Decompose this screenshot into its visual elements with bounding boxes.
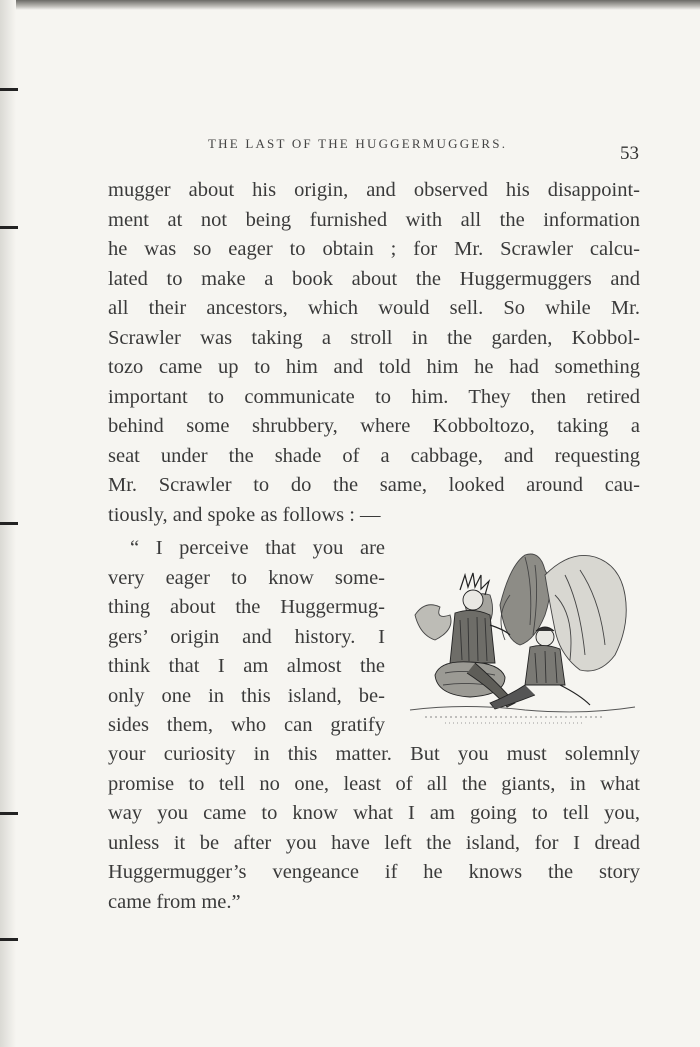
text-line: important to communicate to him. They then retired [108,385,640,408]
text-line: promise to tell no one, least of all the giants, in what [108,772,640,795]
text-line: sides them, who can gratify [108,714,385,736]
engraving-illustration [405,545,640,730]
text-line: seat under the shade of a cabbage, and requesting [108,444,640,467]
text-line: very eager to know some- [108,566,385,589]
text-line: tiously, and spoke as follows : — [108,503,381,526]
text-line: only one in this island, be- [108,684,385,707]
text-line: he was so eager to obtain ; for Mr. Scrawler calcu- [108,238,640,260]
text-line: Huggermugger’s vengeance if he knows the story [108,861,640,883]
text-line: gers’ origin and history. I [108,625,385,648]
text-line: behind some shrubbery, where Kobboltozo, taking a [108,415,640,437]
text-line: all their ancestors, which would sell. So while Mr. [108,297,640,319]
page-number: 53 [620,143,639,164]
text-line: Mr. Scrawler to do the same, looked around cau- [108,474,640,496]
text-line: Scrawler was taking a stroll in the garden, Kobbol- [108,326,640,349]
text-line: your curiosity in this matter. But you must solemnly [108,743,640,765]
text-line: unless it be after you have left the island, for I dread [108,831,640,854]
text-line: “ I perceive that you are [130,537,385,559]
text-line: came from me.” [108,890,241,913]
paragraph-2-continued [108,740,640,917]
text-line: way you came to know what I am going to tell you, [108,802,640,824]
text-line: thing about the Huggermug- [108,596,385,618]
engraving-svg [405,545,640,730]
text-line: think that I am almost the [108,655,385,677]
paragraph-1 [108,176,640,530]
paragraph-2-beside-illustration [108,534,385,741]
running-head: THE LAST OF THE HUGGERMUGGERS. [208,136,508,151]
text-line: ment at not being furnished with all the information [108,208,640,231]
text-line: mugger about his origin, and observed his disappoint- [108,179,640,201]
text-line: tozo came up to him and told him he had something [108,356,640,378]
text-line: lated to make a book about the Huggermuggers and [108,267,640,290]
